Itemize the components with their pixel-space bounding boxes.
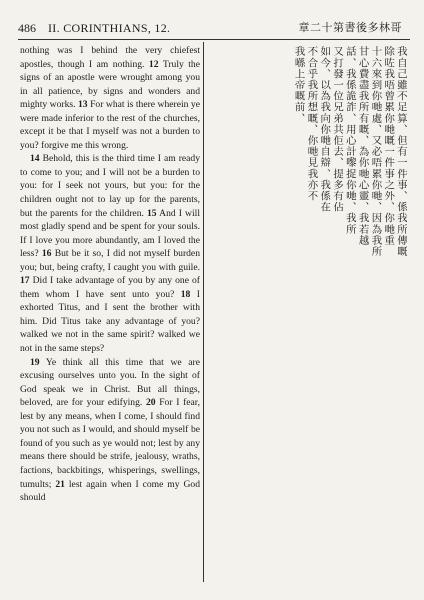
chinese-line: 十六來到你哋處、又必唔累你哋、因為我所 (369, 46, 382, 257)
verse-text: nothing was I behind the very chiefest apostles, though I am nothing. (20, 45, 200, 70)
verse-text: And I will most gladly spend and be spent for your souls. If I love you more abundantly, am I loved the less? (20, 207, 200, 260)
chinese-line: 不合乎我所想嘅、你哋見我亦不 (305, 46, 318, 202)
chinese-line: 除咗我唔曾累你哋嘅一件事之外、你哋重 (382, 46, 395, 246)
verse-number: 16 (41, 248, 52, 260)
verse-text: Truly the signs of an apostle were wrought among you in all patience, by signs and wonders and mighty works. (20, 58, 200, 111)
chinese-line: 又打發一位兄弟共佢去、提多有佔 (331, 46, 344, 213)
verse-text: For what is there wherein ye were made inferior to the rest of the churches, except it be that I myself was not a burden to you? forgive me this wrong. (20, 99, 200, 151)
verse-text: Ye think all this time that we are excusing ourselves unto you. In the sight of God speak we in Christ. But all things, beloved, are for your edifying. (20, 356, 200, 409)
page-number: 486 (18, 21, 36, 35)
verse-number: 13 (78, 99, 88, 111)
column-divider (203, 42, 204, 582)
chinese-column (209, 46, 407, 584)
verse-text: lest again when I come my God should (20, 478, 200, 504)
verse-number: 15 (146, 207, 157, 219)
chinese-running-title: 哥林多後書第十二章 (298, 22, 402, 34)
verse-text: For I fear, lest by any means, when I come, I should find you not such as I would, and should myself be found of you such as ye would not; lest by any means there should be strife, jealousy, wraths, factions, backbitings, whisperings, swellings, tumults; (20, 397, 200, 490)
paragraph (20, 356, 200, 505)
verse-number: 18 (180, 288, 191, 300)
paragraph (20, 152, 200, 355)
chinese-line: 我自己雖不足算、但有一件事、係我所傳嘅 (395, 46, 407, 257)
chinese-line: 甘心費盡我所有嘅、為你哋心靈、我若越 (356, 46, 369, 246)
page-header (18, 20, 410, 36)
verse-number: 20 (145, 397, 156, 409)
chinese-line: 如今、以為我向你哋自辯、我係在 (318, 46, 331, 213)
verse-text: Behold, this is the third time I am ready to come to you; and I will not be a burden to you: for I seek not yours, but you: for the children ought not to lay up for the parents, but the parents for the children. (20, 153, 200, 219)
english-column (20, 44, 200, 584)
chinese-line: 話、我係詭詐、用心計嚟捉你哋、我所 (343, 46, 356, 235)
running-title: II. CORINTHIANS, 12. (48, 21, 171, 35)
verse-text: I exhorted Titus, and I sent the brother with him. Did Titus take any advantage of you? walked we not in the same spirit? walked we not in the same steps? (20, 288, 200, 355)
chinese-line: 我喺上帝嘅前、 (292, 46, 305, 124)
paragraph (20, 44, 200, 152)
verse-text: Did I take advantage of you by any one of them whom I have sent unto you? (20, 275, 200, 300)
verse-number: 14 (30, 153, 40, 165)
verse-number: 21 (55, 478, 65, 490)
header-rule (18, 39, 410, 40)
verse-number: 19 (30, 356, 40, 368)
verse-text: But be it so, I did not myself burden you; but, being crafty, I caught you with guile. (20, 248, 200, 273)
verse-number: 12 (148, 58, 159, 70)
verse-number: 17 (20, 275, 30, 287)
